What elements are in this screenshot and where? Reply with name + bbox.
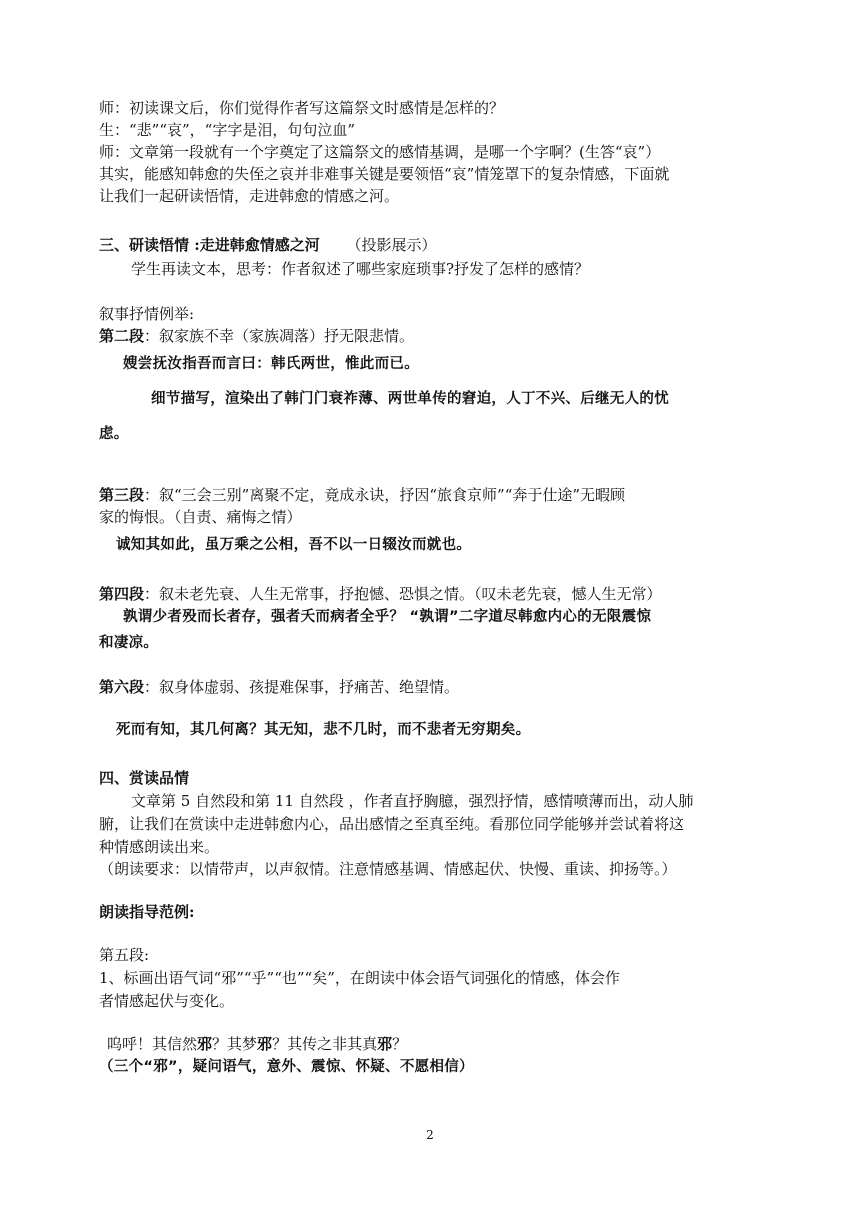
dialogue-teacher-2: 师：文章第一段就有一个字奠定了这篇祭文的感情基调，是哪一个字啊？(生答“哀”） [99, 143, 661, 161]
paragraph-4-quote: 孰谓少者殁而长者存，强者夭而病者全乎？ “孰谓”二字道尽韩愈内心的无限震惊 [123, 609, 652, 625]
quote-particle: 邪 [257, 1035, 273, 1053]
section-4-text-cont-1: 腑，让我们在赏读中走进韩愈内心，品出感情之至真至纯。看那位同学能够并尝试着将这 [99, 815, 685, 833]
paragraph-6-quote: 死而有知，其几何离？其无知，悲不几时，而不悲者无穷期矣。 [116, 722, 531, 738]
paragraph-5-item-1: 1、标画出语气词“邪”“乎”“也”“矣”，在朗读中体会语气词强化的情感，体会作 [99, 969, 620, 987]
paragraph-2-quote: 嫂尝抚汝指吾而言曰：韩氏两世，惟此而已。 [123, 356, 419, 372]
paragraph-2-note: 细节描写，渲染出了韩门门衰祚薄、两世单传的窘迫，人丁不兴、后继无人的忧 [151, 391, 669, 407]
section-3-task: 学生再读文本，思考：作者叙述了哪些家庭琐事?抒发了怎样的感情？ [131, 260, 590, 278]
section-3-heading [99, 234, 437, 256]
reading-guide-title: 朗读指导范例: [99, 903, 195, 921]
paragraph-4-label: 第四段 [99, 585, 145, 603]
paragraph-3-quote: 诚知其如此，虽万乘之公相，吾不以一日辍汝而就也。 [116, 537, 472, 553]
quote-segment: ？其梦 [212, 1035, 258, 1053]
paragraph-3-text: ：叙“三会三别”离聚不定，竟成永诀，抒因“旅食京师”“奔于仕途”无暇顾 [144, 486, 626, 504]
section-3-note: （投影展示） [346, 236, 437, 254]
paragraph-2-label: 第二段 [99, 327, 145, 345]
reading-requirements: （朗读要求：以情带声，以声叙情。注意情感基调、情感起伏、快慢、重读、抑扬等。） [99, 860, 677, 878]
page-number: 2 [426, 1128, 434, 1142]
quote-segment: 呜呼！其信然 [107, 1035, 198, 1053]
paragraph-5-label: 第五段: [99, 946, 150, 964]
paragraph-2-text: ：叙家族不幸（家族凋落）抒无限悲情。 [144, 327, 415, 345]
paragraph-6-text: ：叙身体虚弱、孩提难保事，抒痛苦、绝望情。 [144, 678, 460, 696]
dialogue-teacher-1: 师：初读课文后，你们觉得作者写这篇祭文时感情是怎样的？ [99, 99, 505, 117]
paragraph-4-summary [99, 583, 662, 605]
quote-particle: 邪 [197, 1035, 213, 1053]
paragraph-6-summary [99, 676, 459, 698]
example-quote-note: （三个“邪”，疑问语气，意外、震惊、怀疑、不愿相信） [99, 1059, 474, 1075]
paragraph-5-item-1-cont: 者情感起伏与变化。 [99, 992, 235, 1010]
paragraph-3-label: 第三段 [99, 486, 145, 504]
section-4-title: 四、赏读品情 [99, 769, 190, 787]
quote-segment: ？ [392, 1035, 408, 1053]
section-4-text: 文章第 5 自然段和第 11 自然段 ，作者直抒胸臆，强烈抒情，感情喷薄而出，动人肺 [131, 792, 694, 810]
paragraph-3-summary [99, 484, 625, 506]
section-4-text-cont-2: 种情感朗读出来。 [99, 838, 220, 856]
quote-segment: ？其传之非其真 [272, 1035, 378, 1053]
dialogue-teacher-2-cont: 其实，能感知韩愈的失侄之哀并非难事关键是要领悟“哀”情笼罩下的复杂情感，下面就 [99, 165, 670, 183]
paragraph-6-label: 第六段 [99, 678, 145, 696]
quote-particle: 邪 [377, 1035, 393, 1053]
paragraph-4-quote-cont: 和凄凉。 [99, 635, 159, 651]
examples-label: 叙事抒情例举: [99, 305, 195, 323]
dialogue-teacher-2-end: 让我们一起研读悟情，走进韩愈的情感之河。 [99, 187, 400, 205]
dialogue-student: 生：“悲”“哀”，“字字是泪，句句泣血” [99, 121, 356, 139]
example-quote [107, 1033, 407, 1055]
paragraph-2-summary [99, 325, 414, 347]
paragraph-3-summary-cont: 家的悔恨。（自责、痛悔之情） [99, 508, 302, 526]
paragraph-4-text: ：叙未老先衰、人生无常事，抒抱憾、恐惧之情。（叹未老先衰，憾人生无常） [144, 585, 662, 603]
section-3-title: 三、研读悟情 :走进韩愈情感之河 [99, 236, 320, 254]
paragraph-2-note-cont: 虑。 [99, 426, 129, 442]
